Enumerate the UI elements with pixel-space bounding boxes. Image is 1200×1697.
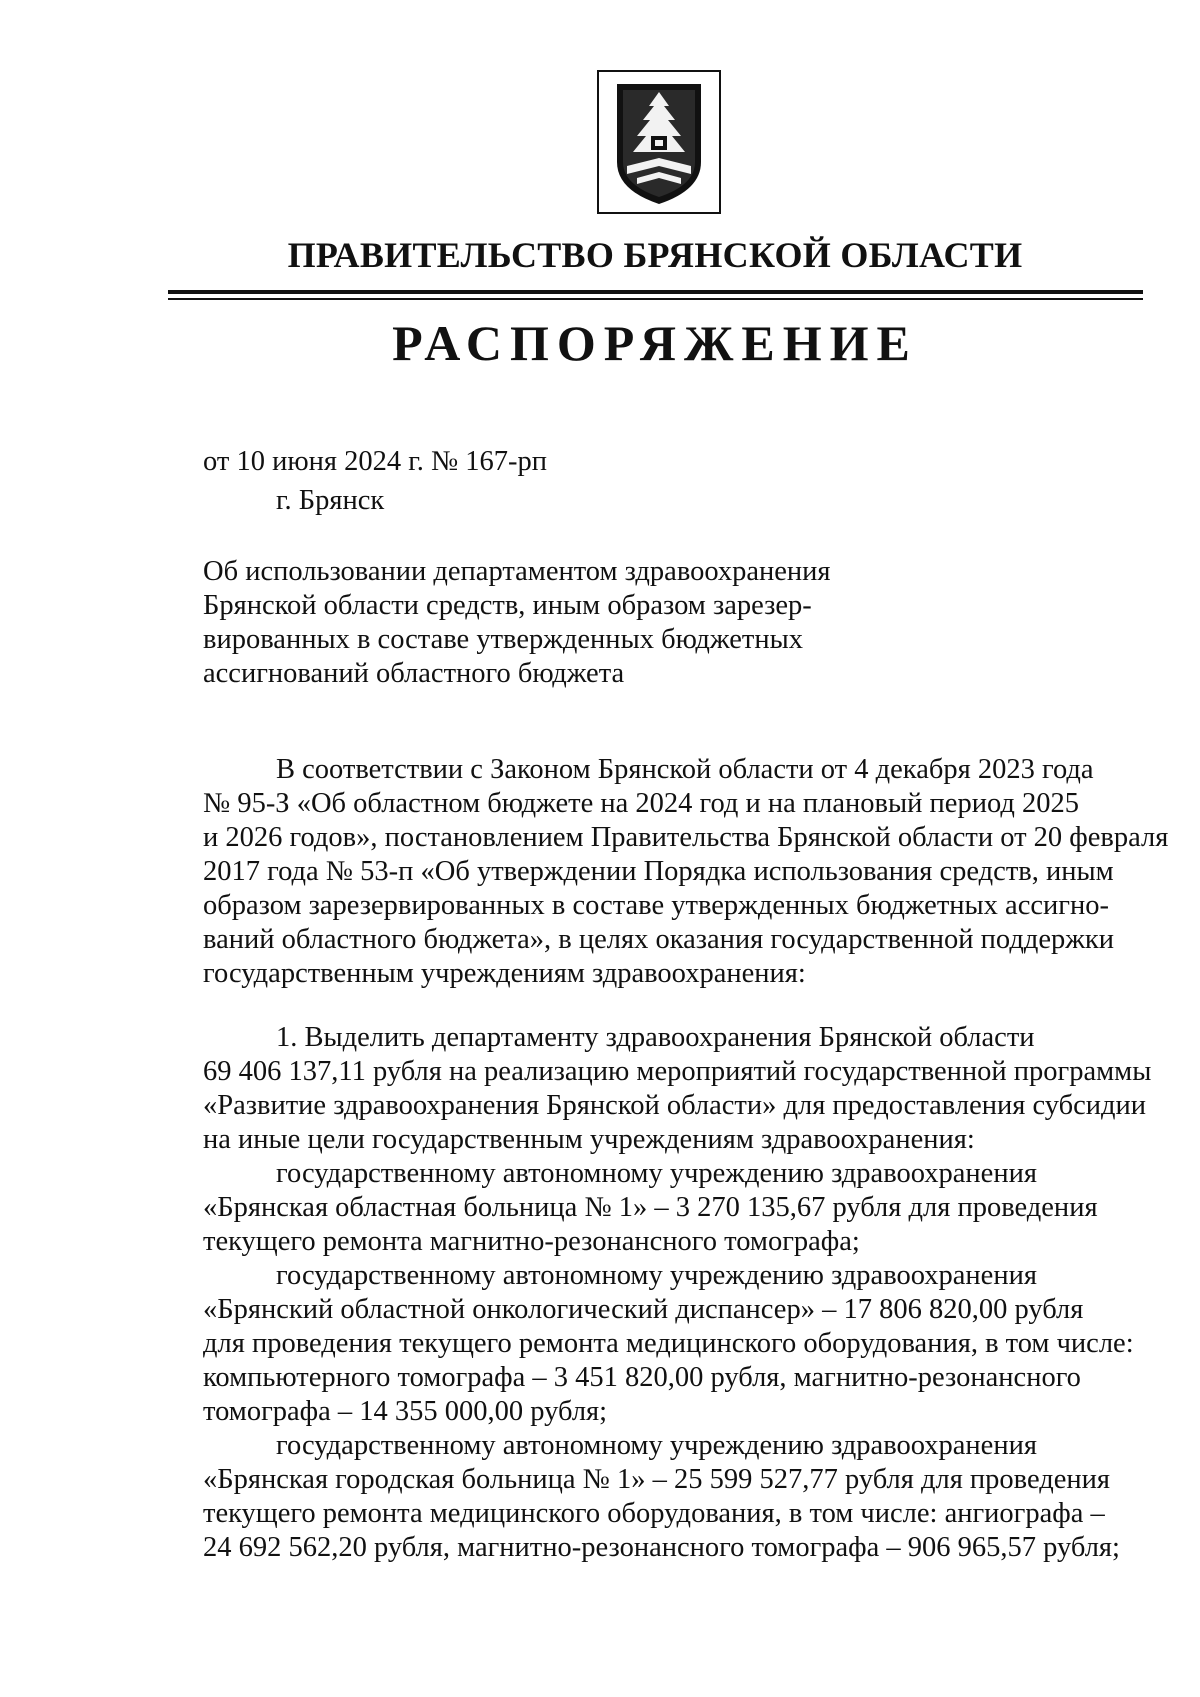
recipient3-line: «Брянская городская больница № 1» – 25 599 527,77 рубля для проведения [203, 1464, 1111, 1495]
subject-line: вированных в составе утвержденных бюджетных [203, 624, 804, 655]
preamble-line: государственным учреждениям здравоохранения: [203, 958, 806, 989]
header-rule-thick [168, 290, 1143, 294]
recipient2-line: государственному автономному учреждению здравоохранения [276, 1260, 1037, 1291]
subject-line: Об использовании департаментом здравоохранения [203, 556, 831, 587]
subject-line: ассигнований областного бюджета [203, 658, 625, 689]
item1-line: 1. Выделить департаменту здравоохранения Брянской области [276, 1022, 1035, 1053]
recipient1-line: текущего ремонта магнитно-резонансного томографа; [203, 1226, 860, 1257]
recipient3-line: текущего ремонта медицинского оборудования, в том числе: ангиографа – [203, 1498, 1105, 1529]
recipient1-line: государственному автономному учреждению здравоохранения [276, 1158, 1037, 1189]
preamble-line: образом зарезервированных в составе утвержденных бюджетных ассигно- [203, 890, 1109, 921]
recipient1-line: «Брянская областная больница № 1» – 3 270 135,67 рубля для проведения [203, 1192, 1098, 1223]
preamble-line: и 2026 годов», постановлением Правительства Брянской области от 20 февраля [203, 822, 1169, 853]
preamble-line: № 95-З «Об областном бюджете на 2024 год и на плановый период 2025 [203, 788, 1079, 819]
date-number: от 10 июня 2024 г. № 167-рп [203, 446, 548, 477]
coat-of-arms-icon [597, 70, 721, 214]
recipient2-line: для проведения текущего ремонта медицинского оборудования, в том числе: [203, 1328, 1134, 1359]
item1-line: 69 406 137,11 рубля на реализацию мероприятий государственной программы [203, 1056, 1152, 1087]
recipient3-line: 24 692 562,20 рубля, магнитно-резонансного томографа – 906 965,57 рубля; [203, 1532, 1120, 1563]
item1-line: на иные цели государственным учреждениям здравоохранения: [203, 1124, 975, 1155]
item1-line: «Развитие здравоохранения Брянской области» для предоставления субсидии [203, 1090, 1147, 1121]
recipient3-line: государственному автономному учреждению здравоохранения [276, 1430, 1037, 1461]
recipient2-line: томографа – 14 355 000,00 рубля; [203, 1396, 608, 1427]
organization-name: ПРАВИТЕЛЬСТВО БРЯНСКОЙ ОБЛАСТИ [287, 235, 1023, 275]
preamble-line: 2017 года № 53-п «Об утверждении Порядка использования средств, иным [203, 856, 1114, 887]
document-type-title: РАСПОРЯЖЕНИЕ [392, 315, 918, 371]
subject-line: Брянской области средств, иным образом зарезер- [203, 590, 812, 621]
header-rule-thin [168, 298, 1143, 300]
recipient2-line: «Брянский областной онкологический диспансер» – 17 806 820,00 рубля [203, 1294, 1084, 1325]
city: г. Брянск [276, 485, 385, 516]
preamble-line: ваний областного бюджета», в целях оказания государственной поддержки [203, 924, 1115, 955]
recipient2-line: компьютерного томографа – 3 451 820,00 рубля, магнитно-резонансного [203, 1362, 1081, 1393]
preamble-line: В соответствии с Законом Брянской области от 4 декабря 2023 года [276, 754, 1094, 785]
